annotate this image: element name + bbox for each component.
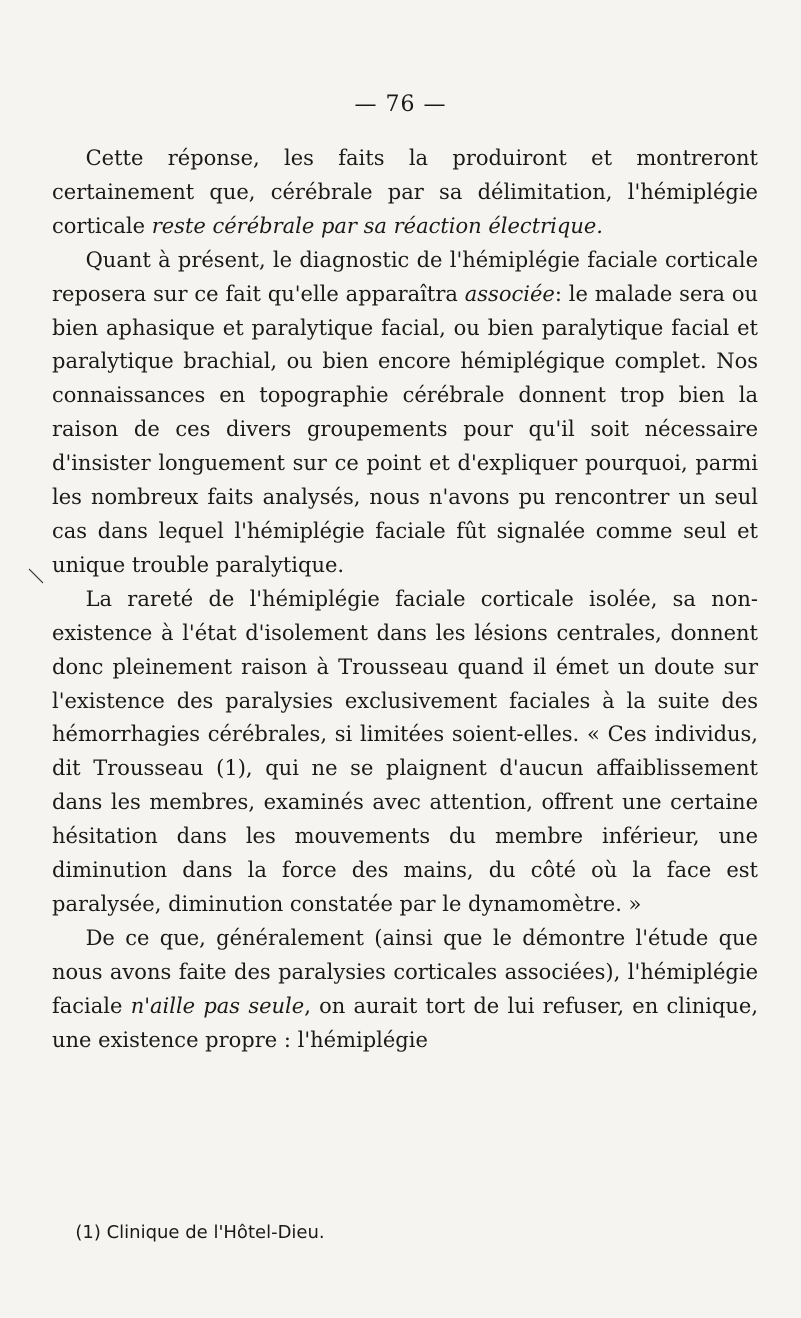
text-run: Cette réponse, les faits la produiront et montreront certainement que, cérébrale par sa délimitation, l'hémiplégie corticale — [52, 146, 758, 238]
footnote: (1) Clinique de l'Hôtel-Dieu. — [75, 1222, 325, 1243]
paragraph — [52, 583, 758, 922]
text-run: , on aurait tort de lui refuser, en clinique, une existence propre : l'hémiplégie — [52, 993, 759, 1052]
text-run: La rareté de l'hémiplégie faciale corticale isolée, sa non-existence à l'état d'isolement dans les lésions centrales, donnent donc pleinement raison à Trousseau quand il émet un doute sur l'existence des paralysies exclusivement faciales à la suite des hémorrhagies cérébrales, si limitées soient-elles. « Ces individus, dit Trousseau (1), qui ne se plaignent d'aucun affaiblissement dans les membres, examinés avec attention, offrent une certaine hésitation dans les mouvements du membre inférieur, une diminution dans la force des mains, du côté où la face est paralysée, diminution constatée par le dynamomètre. » — [52, 586, 758, 916]
paragraph — [52, 922, 758, 1058]
text-run: Quant à présent, le diagnostic de l'hémiplégie faciale corticale reposera sur ce fait qu'elle apparaîtra — [52, 247, 758, 306]
paragraph — [52, 142, 758, 244]
italic-text: n'aille pas seule — [130, 993, 305, 1018]
text-run: De ce que, généralement (ainsi que le démontre l'étude que nous avons faite des paralysies corticales associées), l'hémiplégie faciale — [52, 925, 758, 1018]
margin-pencil-mark — [28, 568, 44, 584]
text-run: : le malade sera ou bien aphasique et paralytique facial, ou bien paralytique facial et paralytique brachial, ou bien encore hémiplégique complet. Nos connaissances en topographie cérébrale donnent trop bien la raison de ces divers groupements pour qu'il soit nécessaire d'insister longuement sur ce point et d'expliquer pourquoi, parmi les nombreux faits analysés, nous n'avons pu rencontrer un seul cas dans lequel l'hémiplégie faciale fût signalée comme seul et unique trouble paralytique. — [52, 281, 758, 577]
italic-text: associée — [464, 281, 555, 306]
italic-text: reste cérébrale par sa réaction électrique. — [151, 213, 603, 238]
paragraph — [52, 244, 758, 583]
page-number: — 76 — — [354, 92, 447, 117]
body-text — [52, 142, 758, 1057]
